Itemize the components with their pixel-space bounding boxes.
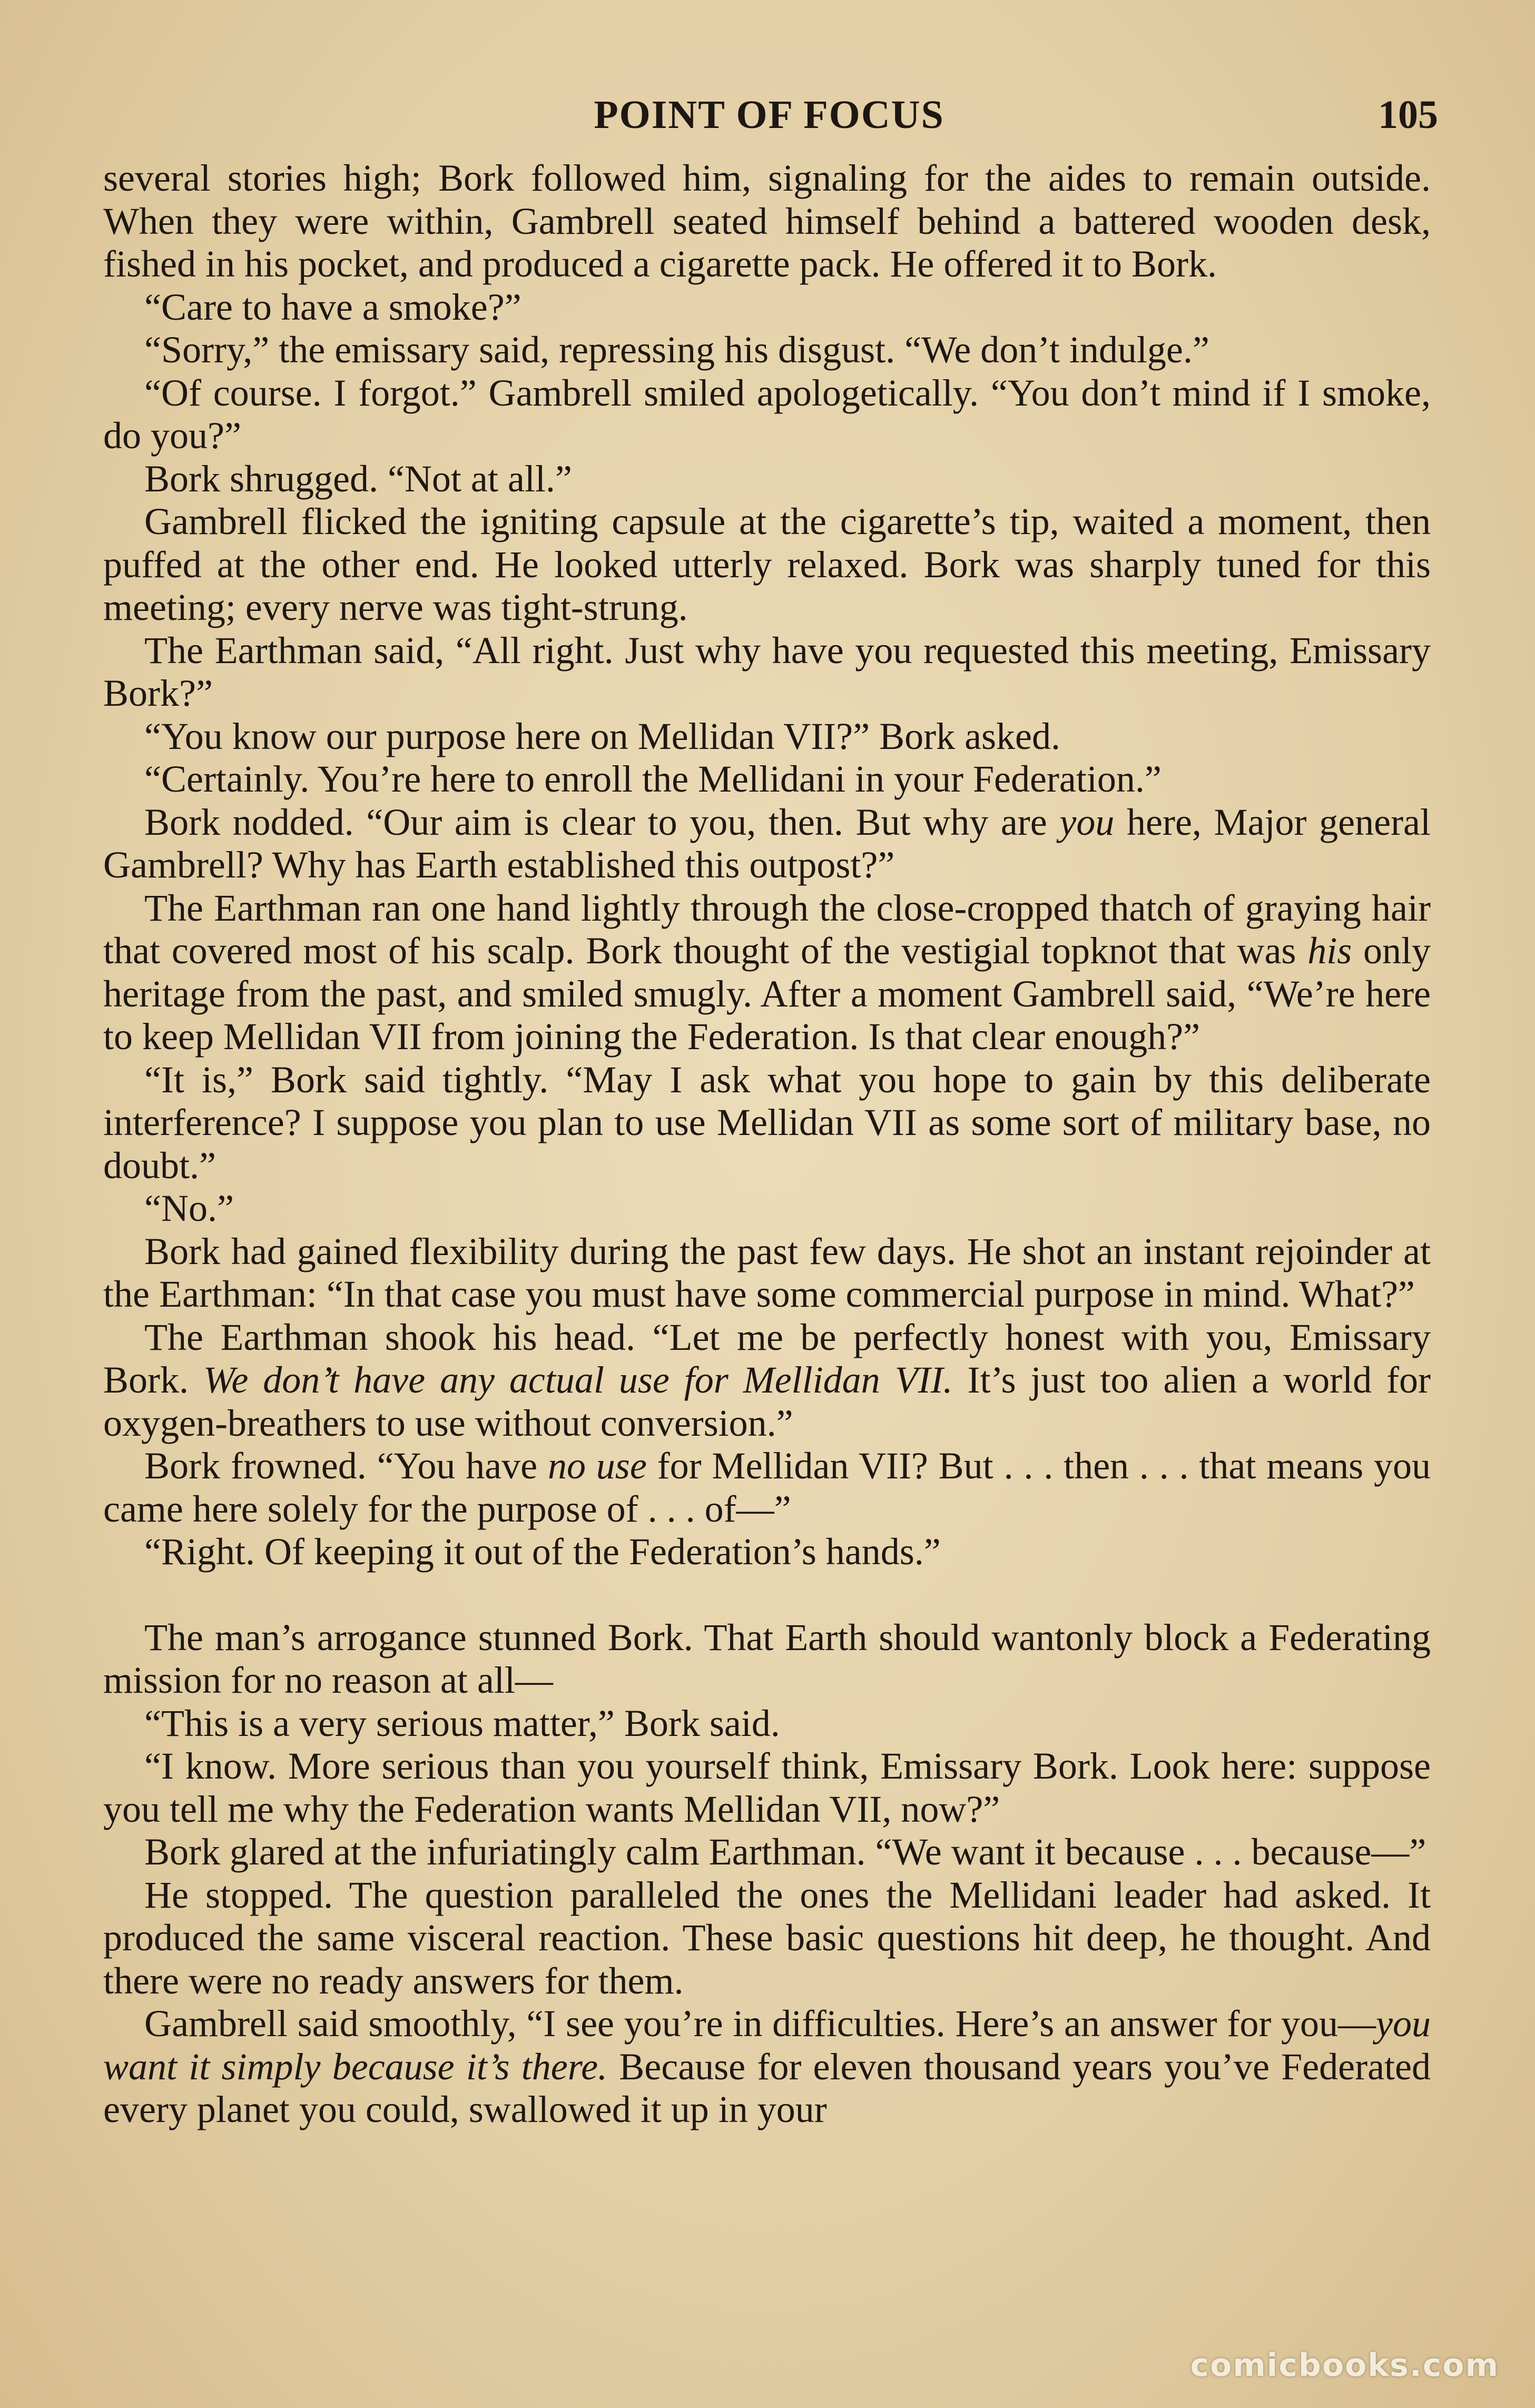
paragraph: Gambrell flicked the igniting capsule at the cigarette’s tip, waited a moment, then puffed at the other end. He looked utterly relaxed. Bork was sharply tuned for this meeting; every nerve was tight-strung. [103, 500, 1431, 628]
paragraph: Gambrell said smoothly, “I see you’re in difficulties. Here’s an answer for you—you want it simply because it’s there. Because for eleven thousand years you’ve Federated every planet you could, swallowed it up in your [103, 2002, 1431, 2130]
paragraph: Bork frowned. “You have no use for Mellidan VII? But . . . then . . . that means you came here solely for the purpose of . . . of—” [103, 1445, 1431, 1530]
body-text [103, 157, 1431, 2131]
italic-emphasis: We don’t have any actual use for Mellidan VII. [203, 1359, 953, 1401]
watermark: comicbooks.com [1190, 2347, 1499, 2384]
paragraph: The man’s arrogance stunned Bork. That Earth should wantonly block a Federating mission for no reason at all— [103, 1616, 1431, 1701]
paragraph: “Of course. I forgot.” Gambrell smiled apologetically. “You don’t mind if I smoke, do you?” [103, 371, 1431, 457]
paragraph: Bork shrugged. “Not at all.” [144, 457, 572, 500]
paragraph: “Care to have a smoke?” [144, 285, 521, 328]
paragraph: Bork glared at the infuriatingly calm Earthman. “We want it because . . . because—” [144, 1831, 1426, 1873]
paragraph: “You know our purpose here on Mellidan VII?” Bork asked. [144, 715, 1061, 757]
italic-emphasis: his [1307, 930, 1352, 972]
paragraph: several stories high; Bork followed him, signaling for the aides to remain outside. When they were within, Gambrell seated himself behind a battered wooden desk, fished in his pocket, and produced a cigarette pack. He offered it to Bork. [103, 157, 1431, 285]
italic-emphasis: you [1059, 801, 1115, 843]
paragraph: The Earthman ran one hand lightly through the close-cropped thatch of graying hair that covered most of his scalp. Bork thought of the vestigial topknot that was his only heritage from the past, and smiled smugly. After a moment Gambrell said, “We’re here to keep Mellidan VII from joining the Federation. Is that clear enough?” [103, 886, 1431, 1058]
paragraph: “Sorry,” the emissary said, repressing his disgust. “We don’t indulge.” [144, 329, 1209, 371]
paragraph: The Earthman shook his head. “Let me be perfectly honest with you, Emissary Bork. We don’t have any actual use for Mellidan VII. It’s just too alien a world for oxygen-breathers to use without conversion.” [103, 1316, 1431, 1444]
running-head [100, 88, 1438, 141]
italic-emphasis: no use [547, 1445, 647, 1487]
running-title: POINT OF FOCUS [594, 93, 944, 137]
italic-emphasis: you want it simply because it’s there. [103, 2002, 1431, 2088]
paragraph: Bork had gained flexibility during the past few days. He shot an instant rejoinder at the Earthman: “In that case you must have some commercial purpose in mind. What?” [103, 1230, 1431, 1315]
paragraph: “Right. Of keeping it out of the Federation’s hands.” [144, 1531, 941, 1573]
paragraph: “I know. More serious than you yourself think, Emissary Bork. Look here: suppose you tell me why the Federation wants Mellidan VII, now?” [103, 1745, 1431, 1830]
paragraph: The Earthman said, “All right. Just why have you requested this meeting, Emissary Bork?” [103, 629, 1431, 714]
paragraph: He stopped. The question paralleled the ones the Mellidani leader had asked. It produced the same visceral reaction. These basic questions hit deep, he thought. And there were no ready answers for them. [103, 1873, 1431, 2002]
paragraph: Bork nodded. “Our aim is clear to you, then. But why are you here, Major general Gambrell? Why has Earth established this outpost?” [103, 801, 1431, 886]
paragraph: “It is,” Bork said tightly. “May I ask what you hope to gain by this deliberate interference? I suppose you plan to use Mellidan VII as some sort of military base, no doubt.” [103, 1058, 1431, 1187]
paragraph: “No.” [144, 1187, 234, 1229]
paragraph: “Certainly. You’re here to enroll the Mellidani in your Federation.” [144, 758, 1162, 800]
page-number: 105 [1378, 93, 1438, 137]
paragraph: “This is a very serious matter,” Bork said. [144, 1702, 780, 1744]
